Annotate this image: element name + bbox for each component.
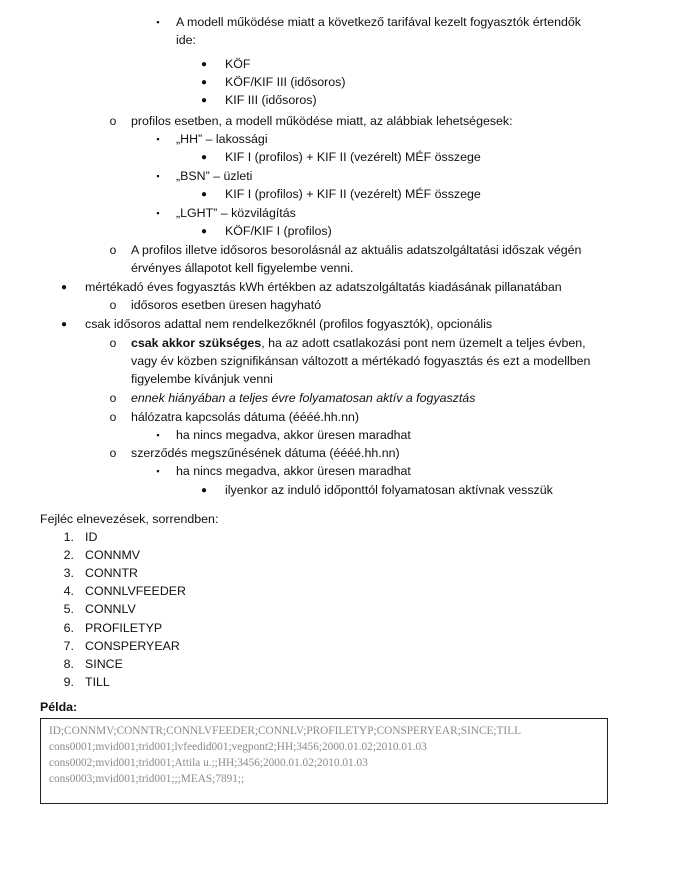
list-item-text: KÖF bbox=[225, 57, 251, 71]
list-item-text: KIF I (profilos) + KIF II (vezérelt) MÉF összege bbox=[225, 150, 481, 164]
disc-bullet-icon: ● bbox=[200, 59, 208, 70]
list-item-text: ide: bbox=[176, 33, 196, 47]
list-item-text: mértékadó éves fogyasztás kWh értékben az adatszolgáltatás kiadásának pillanatában bbox=[85, 280, 562, 294]
disc-bullet-icon: ● bbox=[200, 485, 208, 496]
list-item-text: KÖF/KIF III (idősoros) bbox=[225, 75, 346, 89]
field-name: TILL bbox=[85, 675, 110, 689]
list-item-text: szerződés megszűnésének dátuma (éééé.hh.nn) bbox=[131, 446, 400, 460]
list-item-text bbox=[131, 335, 586, 352]
square-bullet-icon: ▪ bbox=[156, 171, 160, 181]
list-item-text: profilos esetben, a modell működése miatt, az alábbiak lehetségesek: bbox=[131, 114, 513, 128]
list-item-text: „LGHT” – közvilágítás bbox=[176, 206, 296, 220]
example-line: cons0003;mvid001;trid001;;;MEAS;7891;; bbox=[49, 773, 245, 785]
disc-bullet-icon: ● bbox=[60, 282, 68, 293]
list-item-text: csak idősoros adattal nem rendelkezőknél (profilos fogyasztók), opcionális bbox=[85, 317, 493, 331]
circle-bullet-icon: o bbox=[109, 243, 117, 257]
list-item-text: ilyenkor az induló időponttól folyamatosan aktívnak vesszük bbox=[225, 483, 553, 497]
list-item-text: figyelembe kívánjuk venni bbox=[131, 372, 273, 386]
list-item-text: ha nincs megadva, akkor üresen maradhat bbox=[176, 428, 411, 442]
item-number: 6. bbox=[63, 621, 74, 635]
list-item-text: A profilos illetve idősoros besorolásnál az aktuális adatszolgáltatási időszak végén bbox=[131, 243, 582, 257]
list-item-text: KÖF/KIF I (profilos) bbox=[225, 224, 332, 238]
item-number: 4. bbox=[63, 584, 74, 598]
list-item-text: „HH” – lakossági bbox=[176, 132, 268, 146]
list-item-text: „BSN” – üzleti bbox=[176, 169, 253, 183]
field-name: SINCE bbox=[85, 657, 123, 671]
list-item-text: idősoros esetben üresen hagyható bbox=[131, 298, 322, 312]
example-line: cons0001;mvid001;trid001;lvfeedid001;vegpont2;HH;3456;2000.01.02;2010.01.03 bbox=[49, 741, 427, 753]
disc-bullet-icon: ● bbox=[200, 152, 208, 163]
field-name: CONNTR bbox=[85, 566, 138, 580]
disc-bullet-icon: ● bbox=[200, 189, 208, 200]
list-item-text: ha nincs megadva, akkor üresen maradhat bbox=[176, 464, 411, 478]
list-item-text-rest: , ha az adott csatlakozási pont nem üzemelt a teljes évben, bbox=[261, 336, 586, 350]
item-number: 8. bbox=[63, 657, 74, 671]
item-number: 2. bbox=[63, 548, 74, 562]
circle-bullet-icon: o bbox=[109, 336, 117, 350]
circle-bullet-icon: o bbox=[109, 446, 117, 460]
list-item-text: ennek hiányában a teljes évre folyamatosan aktív a fogyasztás bbox=[131, 391, 476, 405]
emphasis-text: csak akkor szükséges bbox=[131, 336, 262, 350]
circle-bullet-icon: o bbox=[109, 410, 117, 424]
list-item-text: KIF III (idősoros) bbox=[225, 93, 317, 107]
disc-bullet-icon: ● bbox=[200, 95, 208, 106]
disc-bullet-icon: ● bbox=[200, 77, 208, 88]
field-name: PROFILETYP bbox=[85, 621, 163, 635]
example-line: ID;CONNMV;CONNTR;CONNLVFEEDER;CONNLV;PROFILETYP;CONSPERYEAR;SINCE;TILL bbox=[49, 725, 521, 737]
item-number: 1. bbox=[63, 530, 74, 544]
square-bullet-icon: ▪ bbox=[156, 208, 160, 218]
list-item-text: érvényes állapotot kell figyelembe venni. bbox=[131, 261, 354, 275]
field-name: CONSPERYEAR bbox=[85, 639, 180, 653]
item-number: 5. bbox=[63, 602, 74, 616]
item-number: 9. bbox=[63, 675, 74, 689]
item-number: 7. bbox=[63, 639, 74, 653]
square-bullet-icon: ▪ bbox=[156, 466, 160, 476]
square-bullet-icon: ▪ bbox=[156, 17, 160, 27]
field-name: CONNLVFEEDER bbox=[85, 584, 186, 598]
field-name: CONNMV bbox=[85, 548, 141, 562]
field-name: CONNLV bbox=[85, 602, 136, 616]
list-item-text: A modell működése miatt a következő tarifával kezelt fogyasztók értendők bbox=[176, 15, 581, 29]
square-bullet-icon: ▪ bbox=[156, 134, 160, 144]
example-box bbox=[40, 718, 608, 804]
field-name: ID bbox=[85, 530, 98, 544]
example-title: Példa: bbox=[40, 700, 78, 714]
circle-bullet-icon: o bbox=[109, 298, 117, 312]
item-number: 3. bbox=[63, 566, 74, 580]
list-item-text: vagy év közben szignifikánsan változott a mértékadó fogyasztás és ezt a modellben bbox=[131, 354, 591, 368]
circle-bullet-icon: o bbox=[109, 114, 117, 128]
list-item-text: hálózatra kapcsolás dátuma (éééé.hh.nn) bbox=[131, 410, 359, 424]
square-bullet-icon: ▪ bbox=[156, 430, 160, 440]
header-fields-title: Fejléc elnevezések, sorrendben: bbox=[40, 512, 219, 526]
circle-bullet-icon: o bbox=[109, 391, 117, 405]
example-line: cons0002;mvid001;trid001;Attila u.;;HH;3456;2000.01.02;2010.01.03 bbox=[49, 757, 368, 769]
list-item-text: KIF I (profilos) + KIF II (vezérelt) MÉF összege bbox=[225, 187, 481, 201]
disc-bullet-icon: ● bbox=[200, 226, 208, 237]
disc-bullet-icon: ● bbox=[60, 319, 68, 330]
